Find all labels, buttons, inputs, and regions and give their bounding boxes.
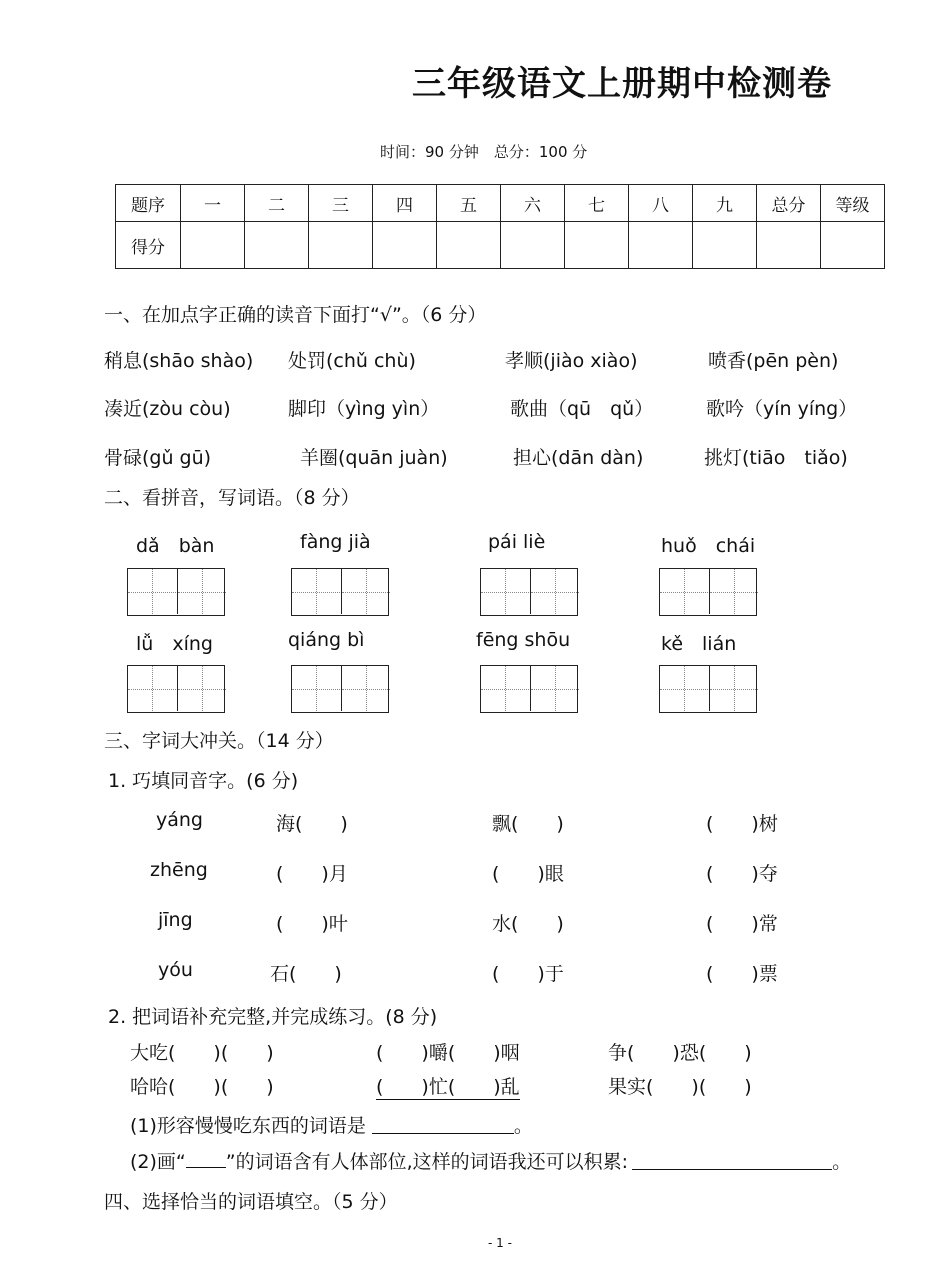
pinyin-prompt: dǎ bàn xyxy=(136,535,215,557)
idiom-blank[interactable]: 大吃( )( ) xyxy=(130,1042,274,1064)
pinyin-choice-item[interactable]: 挑灯(tiāo tiǎo) xyxy=(704,447,848,469)
table-header-cell: 总分 xyxy=(757,185,821,222)
score-cell[interactable] xyxy=(693,222,757,269)
question2-heading: 2. 把词语补充完整,并完成练习。(8 分) xyxy=(108,1006,438,1028)
homophone-pinyin: jīng xyxy=(158,909,193,931)
section3-heading: 三、字词大冲关。（14 分） xyxy=(104,730,334,752)
period: 。 xyxy=(513,1115,533,1137)
sub-question-2-text-b: ”的词语含有人体部位,这样的词语我还可以积累: xyxy=(225,1151,629,1173)
score-cell[interactable] xyxy=(181,222,245,269)
pinyin-prompt: kě lián xyxy=(661,633,737,655)
pinyin-prompt: huǒ chái xyxy=(661,535,756,557)
score-cell[interactable] xyxy=(565,222,629,269)
character-writing-grid[interactable] xyxy=(480,568,578,616)
score-cell[interactable] xyxy=(437,222,501,269)
score-cell[interactable] xyxy=(629,222,693,269)
homophone-blank[interactable]: ( )眼 xyxy=(492,863,564,885)
homophone-blank[interactable]: ( )夺 xyxy=(706,863,778,885)
homophone-pinyin: zhēng xyxy=(150,859,208,881)
pinyin-choice-item[interactable]: 喷香(pēn pèn) xyxy=(708,350,839,372)
pinyin-choice-item[interactable]: 担心(dān dàn) xyxy=(513,447,644,469)
section2-heading: 二、看拼音，写词语。（8 分） xyxy=(104,487,360,509)
page-number: - 1 - xyxy=(488,1236,512,1250)
score-cell[interactable] xyxy=(757,222,821,269)
pinyin-prompt: lǚ xíng xyxy=(136,633,213,655)
table-header-cell: 六 xyxy=(501,185,565,222)
pinyin-prompt: fàng jià xyxy=(300,531,371,553)
character-writing-grid[interactable] xyxy=(480,665,578,713)
section1-heading: 一、在加点字正确的读音下面打“√”。（6 分） xyxy=(104,304,487,326)
pinyin-choice-item[interactable]: 歌曲（qū qǔ） xyxy=(510,398,654,420)
table-header-cell: 九 xyxy=(693,185,757,222)
homophone-pinyin: yóu xyxy=(158,959,193,981)
homophone-blank[interactable]: ( )票 xyxy=(706,963,778,985)
homophone-blank[interactable]: 水( ) xyxy=(492,913,564,935)
pinyin-choice-item[interactable]: 羊圈(quān juàn) xyxy=(300,447,448,469)
homophone-pinyin: yáng xyxy=(156,809,203,831)
character-writing-grid[interactable] xyxy=(659,568,757,616)
score-cell[interactable] xyxy=(501,222,565,269)
table-header-cell: 一 xyxy=(181,185,245,222)
pinyin-prompt: qiáng bì xyxy=(288,629,365,651)
pinyin-choice-item[interactable]: 脚印（yìng yìn） xyxy=(288,398,440,420)
pinyin-choice-item[interactable]: 歌吟（yín yíng） xyxy=(706,398,858,420)
sub-question-1 xyxy=(130,1111,533,1138)
page-title: 三年级语文上册期中检测卷 xyxy=(412,64,832,104)
pinyin-prompt: fēng shōu xyxy=(476,629,571,651)
table-header-cell: 五 xyxy=(437,185,501,222)
idiom-blank[interactable]: 果实( )( ) xyxy=(608,1076,752,1098)
character-writing-grid[interactable] xyxy=(291,665,389,713)
answer-line[interactable] xyxy=(372,1115,514,1134)
section4-heading: 四、选择恰当的词语填空。（5 分） xyxy=(104,1191,398,1213)
score-cell[interactable] xyxy=(373,222,437,269)
pinyin-prompt: pái liè xyxy=(488,531,546,553)
character-writing-grid[interactable] xyxy=(127,665,225,713)
table-row-label: 题序 xyxy=(116,185,181,222)
character-writing-grid[interactable] xyxy=(659,665,757,713)
pinyin-choice-item[interactable]: 孝顺(jiào xiào) xyxy=(505,350,638,372)
homophone-blank[interactable]: 石( ) xyxy=(270,963,342,985)
homophone-blank[interactable]: ( )叶 xyxy=(276,913,348,935)
pinyin-choice-item[interactable]: 稍息(shāo shào) xyxy=(104,350,254,372)
homophone-blank[interactable]: 飘( ) xyxy=(492,813,564,835)
homophone-blank[interactable]: ( )月 xyxy=(276,863,348,885)
table-header-cell: 二 xyxy=(245,185,309,222)
exam-time-and-score: 时间：90 分钟 总分：100 分 xyxy=(380,143,588,161)
table-row-label: 得分 xyxy=(116,222,181,269)
score-table xyxy=(115,184,885,269)
idiom-blank[interactable]: ( )嚼( )咽 xyxy=(376,1042,520,1064)
homophone-blank[interactable]: ( )于 xyxy=(492,963,564,985)
pinyin-choice-item[interactable]: 处罚(chǔ chù) xyxy=(288,350,416,372)
question1-heading: 1. 巧填同音字。(6 分) xyxy=(108,770,299,792)
sub-question-2-text-a: (2)画“ xyxy=(130,1151,186,1173)
homophone-blank[interactable]: 海( ) xyxy=(276,813,348,835)
homophone-blank[interactable]: ( )树 xyxy=(706,813,778,835)
pinyin-choice-item[interactable]: 凑近(zòu còu) xyxy=(104,398,231,420)
pinyin-choice-item[interactable]: 骨碌(gǔ gū) xyxy=(104,447,212,469)
underline-example xyxy=(186,1151,226,1168)
table-header-cell: 七 xyxy=(565,185,629,222)
score-cell[interactable] xyxy=(821,222,885,269)
idiom-blank[interactable]: 争( )恐( ) xyxy=(608,1042,752,1064)
score-cell[interactable] xyxy=(245,222,309,269)
table-header-cell: 三 xyxy=(309,185,373,222)
homophone-blank[interactable]: ( )常 xyxy=(706,913,778,935)
table-header-cell: 四 xyxy=(373,185,437,222)
score-cell[interactable] xyxy=(309,222,373,269)
table-header-cell: 等级 xyxy=(821,185,885,222)
idiom-blank[interactable]: 哈哈( )( ) xyxy=(130,1076,274,1098)
period: 。 xyxy=(832,1151,852,1173)
character-writing-grid[interactable] xyxy=(127,568,225,616)
idiom-blank-underlined[interactable]: ( )忙( )乱 xyxy=(376,1072,520,1100)
table-header-cell: 八 xyxy=(629,185,693,222)
sub-question-1-text: (1)形容慢慢吃东西的词语是 xyxy=(130,1115,366,1137)
answer-line[interactable] xyxy=(632,1151,832,1170)
sub-question-2 xyxy=(130,1147,851,1174)
character-writing-grid[interactable] xyxy=(291,568,389,616)
